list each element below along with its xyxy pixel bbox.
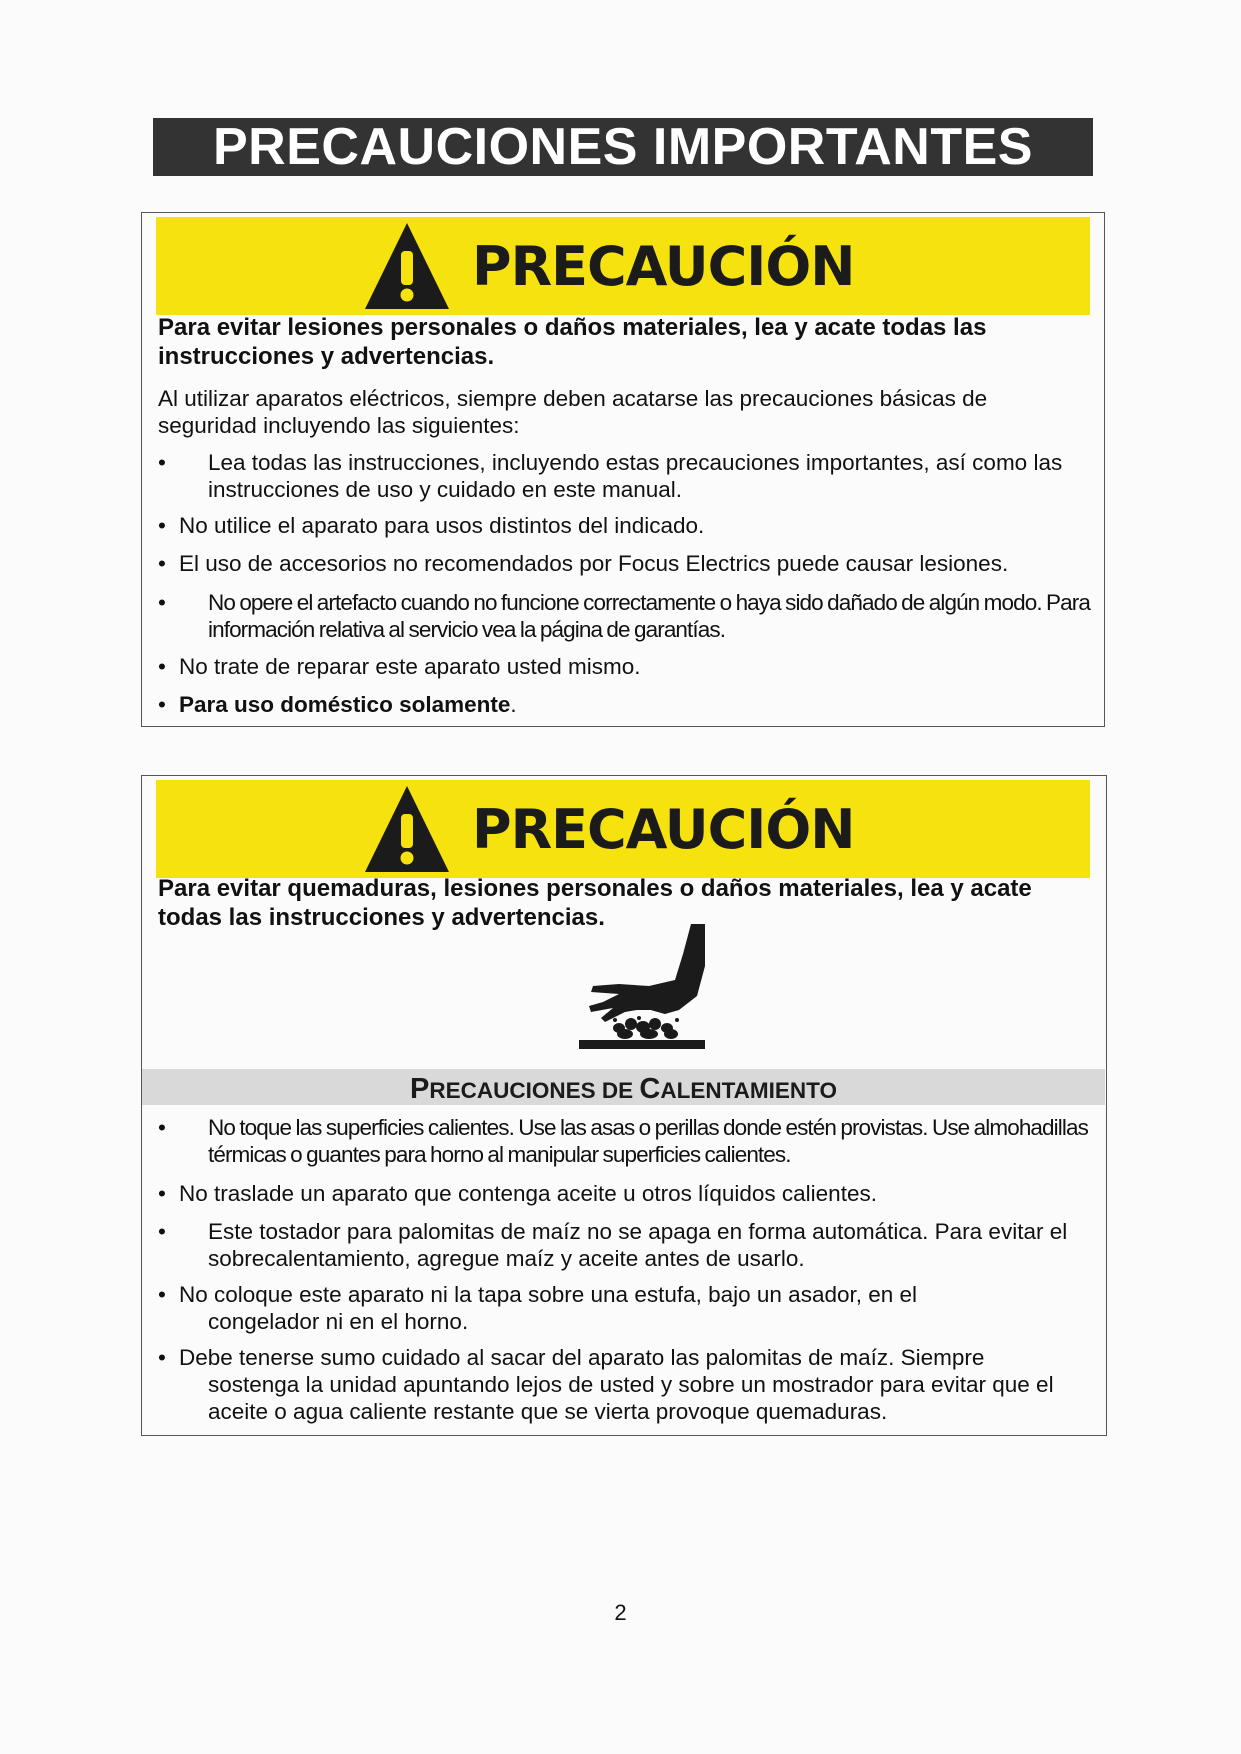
list-item: • Para uso doméstico solamente.	[158, 692, 517, 717]
caution-banner-label: PRECAUCIÓN	[472, 235, 855, 298]
caution-intro: Para evitar quemaduras, lesiones personales o daños materiales, lea y acate todas las instrucciones y advertencias.	[158, 875, 1032, 931]
caution-paragraph: Al utilizar aparatos eléctricos, siempre deben acatarse las precauciones básicas de seguridad incluyendo las siguientes:	[158, 386, 988, 438]
caution-banner	[156, 217, 1090, 315]
list-item: • No utilice el aparato para usos distintos del indicado.	[158, 513, 705, 538]
list-item: • No opere el artefacto cuando no funcione correctamente o haya sido dañado de algún modo. Para información relativa al servicio vea la página de garantías.	[158, 590, 1090, 642]
caution-banner-label: PRECAUCIÓN	[472, 798, 855, 861]
list-item: • Este tostador para palomitas de maíz no se apaga en forma automática. Para evitar el sobrecalentamiento, agregue maíz y aceite antes de usarlo.	[158, 1219, 1068, 1271]
bold-text: Para uso doméstico solamente	[179, 692, 511, 717]
caution-intro: Para evitar lesiones personales o daños materiales, lea y acate todas las instrucciones y advertencias.	[158, 314, 987, 370]
caution-box-general	[141, 212, 1105, 727]
list-item: • No traslade un aparato que contenga aceite u otros líquidos calientes.	[158, 1181, 877, 1206]
warning-triangle-icon	[363, 221, 451, 311]
caution-banner	[156, 780, 1090, 878]
list-item: • No trate de reparar este aparato usted mismo.	[158, 654, 641, 679]
page-title: PRECAUCIONES IMPORTANTES	[153, 118, 1093, 176]
list-item: • El uso de accesorios no recomendados por Focus Electrics puede causar lesiones.	[158, 551, 1009, 576]
page-number: 2	[614, 1600, 627, 1625]
warning-triangle-icon	[363, 784, 451, 874]
list-item: • Lea todas las instrucciones, incluyendo estas precauciones importantes, así como las instrucciones de uso y cuidado en este manual.	[158, 450, 1063, 502]
list-item: • Debe tenerse sumo cuidado al sacar del aparato las palomitas de maíz. Siempre sostenga la unidad apuntando lejos de usted y sobre un mostrador para evitar que el aceite o agua caliente restante que se vierta provoque quemaduras.	[158, 1345, 1054, 1424]
caution-box-heating	[141, 775, 1107, 1436]
heating-precautions-header: PRECAUCIONES DE CALENTAMIENTO	[142, 1069, 1105, 1105]
list-item: • No coloque este aparato ni la tapa sobre una estufa, bajo un asador, en el congelador ni en el horno.	[158, 1282, 918, 1334]
list-item: • No toque las superficies calientes. Use las asas o perillas donde estén provistas. Use almohadillas térmicas o guantes para horno al manipular superficies calientes.	[158, 1115, 1088, 1167]
hot-surface-hand-icon	[579, 924, 709, 1054]
